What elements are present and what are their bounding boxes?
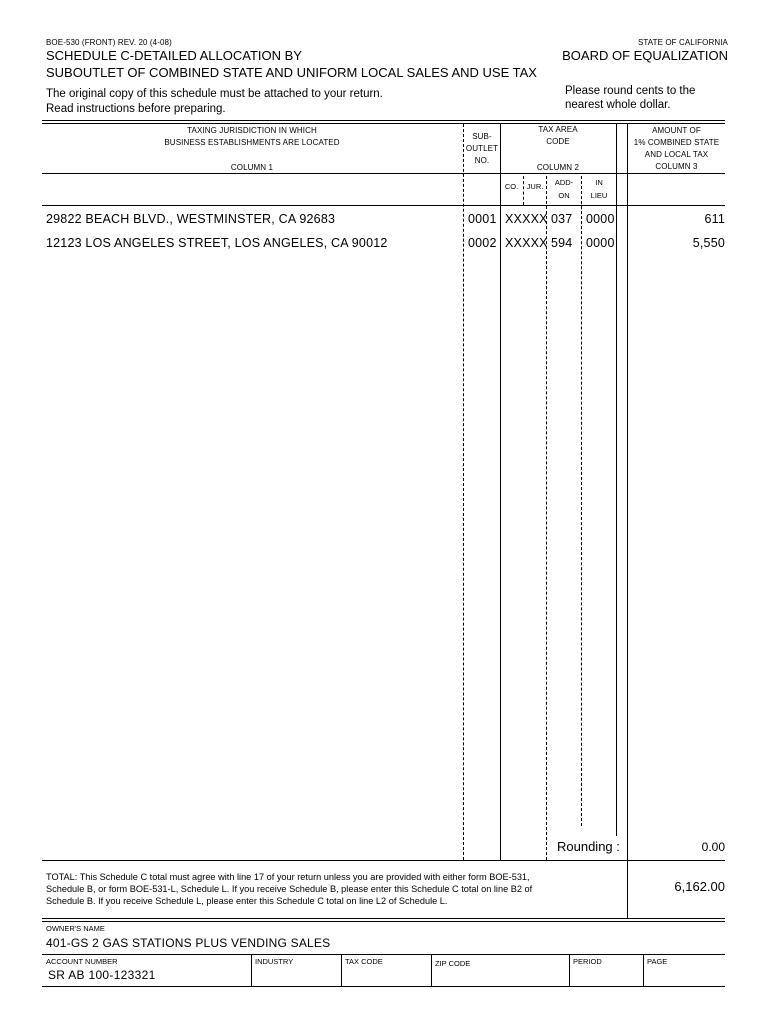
divider-addon-inlieu	[581, 176, 582, 826]
state-label: STATE OF CALIFORNIA	[637, 38, 728, 47]
amount-header-line1: AMOUNT OF	[652, 126, 701, 135]
owner-top-rule	[42, 918, 725, 919]
total-instruction-line2: Schedule B, or form BOE-531-L, Schedule L. If you receive Schedule B, please enter this Schedule C total on line B2 of	[46, 884, 533, 894]
account-number-value: SR AB 100-123321	[48, 968, 156, 982]
total-instruction-line1: TOTAL: This Schedule C total must agree with line 17 of your return unless you are provided with either form BOE-531,	[46, 872, 530, 882]
total-value: 6,162.00	[674, 879, 725, 894]
column1-label: COLUMN 1	[230, 163, 274, 172]
form-title-line1: SCHEDULE C-DETAILED ALLOCATION BY	[46, 48, 302, 63]
table-top-rule	[42, 120, 725, 121]
amount-header-line2: 1% COMBINED STATE	[633, 138, 720, 147]
column2-label: COLUMN 2	[536, 163, 580, 172]
footer-divider-2	[341, 954, 342, 986]
suboutlet-header-line2: OUTLET	[465, 144, 499, 153]
footer-top-rule	[42, 954, 725, 955]
jurisdiction-header-line2: BUSINESS ESTABLISHMENTS ARE LOCATED	[164, 138, 340, 147]
row-addon: 037	[551, 212, 573, 226]
agency-name: BOARD OF EQUALIZATION	[562, 48, 728, 63]
addon-header-line2: ON	[558, 191, 570, 200]
footer-divider-3	[431, 954, 432, 986]
total-top-rule	[42, 860, 725, 861]
owner-name-value: 401-GS 2 GAS STATIONS PLUS VENDING SALES	[46, 936, 331, 950]
footer-divider-1	[251, 954, 252, 986]
row-inlieu: 0000	[586, 212, 615, 226]
owner-name-label: OWNER'S NAME	[46, 924, 105, 933]
footer-bottom-rule	[42, 986, 725, 987]
total-instruction-line3: Schedule B. If you receive Schedule L, please enter this Schedule C total on line L2 of Schedule L.	[46, 896, 448, 906]
period-label: PERIOD	[573, 957, 602, 966]
instruction-line1: The original copy of this schedule must be attached to your return.	[46, 88, 383, 100]
divider-suboutlet	[500, 124, 501, 860]
divider-col1	[463, 124, 464, 860]
header-bottom-rule	[42, 205, 725, 206]
row-suboutlet: 0001	[468, 212, 497, 226]
column2-subheader-rule	[500, 173, 616, 174]
inlieu-header-line2: LIEU	[590, 191, 608, 200]
row-inlieu: 0000	[586, 236, 615, 250]
row-co-jur: XXXXX	[505, 212, 548, 226]
row-co-jur: XXXXX	[505, 236, 548, 250]
suboutlet-header-line3: NO.	[474, 156, 490, 165]
header-rule	[42, 173, 725, 174]
form-title-line2: SUBOUTLET OF COMBINED STATE AND UNIFORM LOCAL SALES AND USE TAX	[46, 65, 537, 80]
rounding-label: Rounding :	[557, 839, 620, 854]
tax-code-label: TAX CODE	[345, 957, 383, 966]
row-suboutlet: 0002	[468, 236, 497, 250]
suboutlet-header-line1: SUB-	[472, 132, 492, 141]
footer-divider-5	[643, 954, 644, 986]
instruction-line2: Read instructions before preparing.	[46, 103, 226, 115]
industry-label: INDUSTRY	[255, 957, 294, 966]
addon-header-line1: ADD-	[554, 178, 574, 187]
round-note-line1: Please round cents to the	[565, 85, 696, 97]
amount-header-line3: AND LOCAL TAX	[644, 150, 709, 159]
zip-code-label: ZIP CODE	[435, 959, 471, 968]
row-address: 12123 LOS ANGELES STREET, LOS ANGELES, CA 90012	[46, 236, 388, 250]
column3-label: COLUMN 3	[655, 162, 698, 171]
jurisdiction-header-line1: TAXING JURISDICTION IN WHICH	[187, 126, 317, 135]
inlieu-header-line1: IN	[595, 178, 603, 187]
tax-area-header-line2: CODE	[546, 137, 570, 146]
tax-area-header-line1: TAX AREA	[538, 125, 578, 134]
owner-top-rule-2	[42, 921, 725, 922]
rounding-value: 0.00	[701, 840, 725, 854]
co-header: CO.	[504, 182, 519, 191]
jur-header: JUR.	[526, 182, 544, 191]
footer-divider-4	[569, 954, 570, 986]
divider-amount	[627, 124, 628, 918]
row-addon: 594	[551, 236, 573, 250]
account-number-label: ACCOUNT NUMBER	[46, 957, 118, 966]
divider-inlieu	[616, 124, 617, 836]
row-address: 29822 BEACH BLVD., WESTMINSTER, CA 92683	[46, 212, 336, 226]
round-note-line2: nearest whole dollar.	[565, 99, 671, 111]
row-amount: 611	[704, 212, 725, 226]
form-id: BOE-530 (FRONT) REV. 20 (4-08)	[46, 38, 172, 47]
page-label: PAGE	[647, 957, 668, 966]
divider-jur-addon	[546, 176, 547, 860]
table-top-rule-2	[42, 123, 725, 124]
row-amount: 5,550	[692, 236, 725, 250]
